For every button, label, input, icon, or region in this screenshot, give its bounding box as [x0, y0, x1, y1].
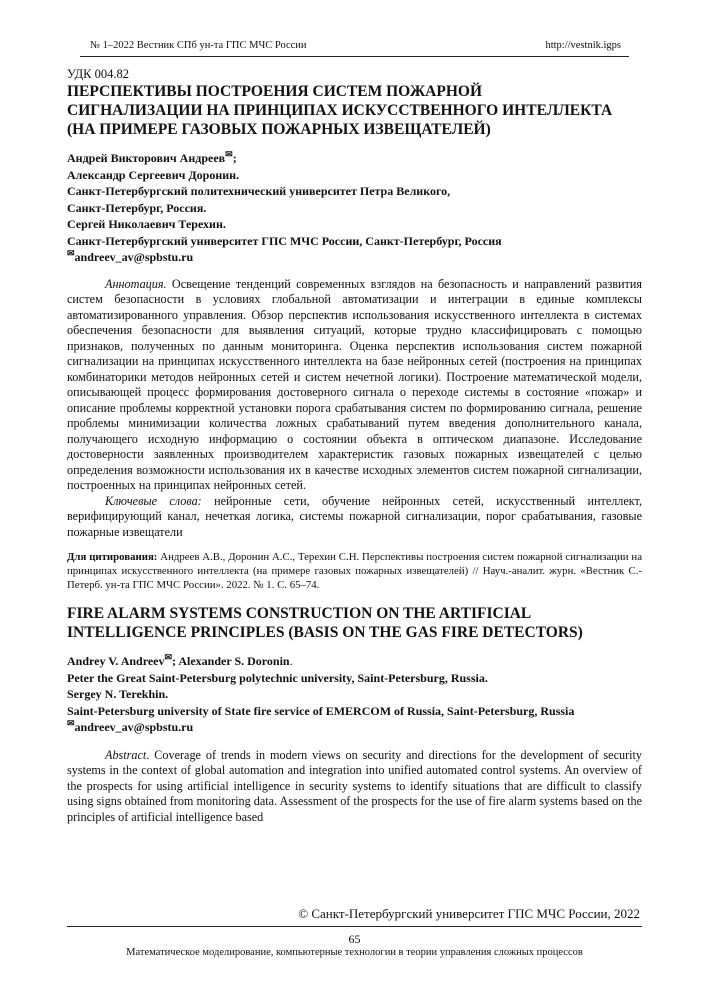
running-header — [80, 40, 629, 57]
abstract-text: . Coverage of trends in modern views on security and directions for the development of security systems in the context of global automation and integration into unified automated control systems. An overview of the prospects for using artificial intelligence in security systems to identify situations that are difficult to classify using signs obtained from monitoring data. Assessment of the prospects for the use of fire alarm systems based on the principles of artificial intelligence based — [67, 747, 642, 824]
keywords-label: Ключевые слова: — [105, 493, 202, 508]
udc-code: УДК 004.82 — [67, 67, 129, 81]
affiliation: Peter the Great Saint-Petersburg polytechnic university, Saint-Petersburg, Russia. — [67, 670, 488, 685]
author-separator: . — [289, 654, 293, 668]
title-ru-line: (НА ПРИМЕРЕ ГАЗОВЫХ ПОЖАРНЫХ ИЗВЕЩАТЕЛЕЙ) — [67, 121, 491, 138]
citation — [67, 550, 642, 592]
author-name: Sergey N. Terekhin. — [67, 687, 169, 701]
keywords-text: нейронные сети, обучение нейронных сетей, искусственный интеллект, верифицирующий канал, нечеткая логика, системы пожарной сигнализации, порог срабатывания, газовые пожарные извещатели — [67, 493, 643, 539]
citation-text: Андреев А.В., Доронин А.С., Терехин С.Н. Перспективы построения систем пожарной сигнализации на принципах искусственного интеллекта (на примере газовых пожарных извещателей) // Науч.-аналит. журн. «Вестник С.-Петерб. ун-та ГПС МЧС России». 2022. № 1. С. 65–74. — [67, 551, 642, 591]
affiliation: Санкт-Петербургский университет ГПС МЧС России, Санкт-Петербург, Россия — [67, 233, 502, 248]
title-ru-line: СИГНАЛИЗАЦИИ НА ПРИНЦИПАХ ИСКУССТВЕННОГО ИНТЕЛЛЕКТА — [67, 102, 613, 119]
author-name: Andrey V. Andreev — [67, 654, 165, 668]
abstract-text: Освещение тенденций современных взглядов на безопасность и направлений развития систем безопасности в условиях глобальной автоматизации и интеграции в единые комплексы автоматизированного управления. Обзор перспектив использования искусственного интеллекта в системах обеспечения безопасности для выявления ситуаций, которые трудно классифицировать с помощью признаков, полученных по данным мониторинга. Оценка перспектив использования систем пожарной сигнализации на принципах искусственного интеллекта на базе нейронных сетей (построения на принципах комбинаторики методов нейронных сетей и систем нечетной логики). Построение математической модели, описывающей процесс формирования достоверного сигнала о переходе системы в состояние «пожар» и описание проблемы корректной установки порога срабатывания систем по формированию сигнала, решение проблемы минимизации количества ложных срабатываний путем введения дополнительного канала, получающего исходную информацию о состоянии объекта в оптическом диапазоне. Исследование достоверности заявленных производителем характеристик газовых пожарных извещателей с целью определения возможности использования их в качестве исходных элементов систем пожарной сигнализации, построенных на принципах нейронных сетей. — [67, 276, 642, 492]
page-number: 65 — [348, 932, 361, 946]
affiliation: Санкт-Петербург, Россия. — [67, 200, 207, 215]
header-url: http://vestnik.igps — [545, 40, 621, 51]
author-name: ; Alexander S. Doronin — [172, 654, 290, 668]
author-name: Андрей Викторович Андреев — [67, 151, 226, 165]
abstract-label: Abstract — [105, 747, 147, 762]
author-line — [67, 653, 642, 670]
email-link[interactable]: andreev_av@spbstu.ru — [74, 720, 194, 734]
envelope-icon: ✉ — [67, 718, 75, 728]
author-separator: ; — [232, 151, 237, 165]
author-line — [67, 150, 642, 167]
envelope-icon: ✉ — [225, 149, 233, 159]
abstract-ru — [67, 277, 642, 494]
abstract-label: Аннотация. — [105, 276, 167, 291]
copyright: © Санкт-Петербургский университет ГПС МЧС России, 2022 — [298, 906, 640, 921]
journal-footer: Математическое моделирование, компьютерные технологии в теории управления сложных процессов — [126, 947, 583, 958]
title-en — [67, 604, 642, 642]
title-ru — [67, 82, 642, 139]
title-en-line: INTELLIGENCE PRINCIPLES (BASIS ON THE GAS FIRE DETECTORS) — [67, 624, 583, 641]
authors-ru — [67, 150, 642, 266]
citation-label: Для цитирования: — [67, 551, 158, 563]
affiliation: Санкт-Петербургский политехнический университет Петра Великого, — [67, 184, 451, 198]
affiliation: Saint-Petersburg university of State fire service of EMERCOM of Russia, Saint-Petersburg, Russia — [67, 703, 575, 718]
envelope-icon: ✉ — [67, 248, 75, 258]
authors-en — [67, 653, 642, 736]
footer-divider — [67, 926, 642, 927]
abstract-en — [67, 748, 642, 826]
header-journal-issue: № 1–2022 Вестник СПб ун-та ГПС МЧС России — [90, 40, 307, 51]
keywords-ru — [67, 494, 642, 541]
email-line — [67, 249, 642, 266]
title-en-line: FIRE ALARM SYSTEMS CONSTRUCTION ON THE ARTIFICIAL — [67, 605, 532, 622]
email-line — [67, 719, 642, 736]
author-name: Сергей Николаевич Терехин. — [67, 217, 226, 231]
article-body — [67, 66, 642, 825]
email-link[interactable]: andreev_av@spbstu.ru — [74, 250, 194, 264]
envelope-icon: ✉ — [164, 652, 173, 662]
title-ru-line: ПЕРСПЕКТИВЫ ПОСТРОЕНИЯ СИСТЕМ ПОЖАРНОЙ — [67, 83, 483, 100]
author-name: Александр Сергеевич Доронин. — [67, 167, 240, 182]
